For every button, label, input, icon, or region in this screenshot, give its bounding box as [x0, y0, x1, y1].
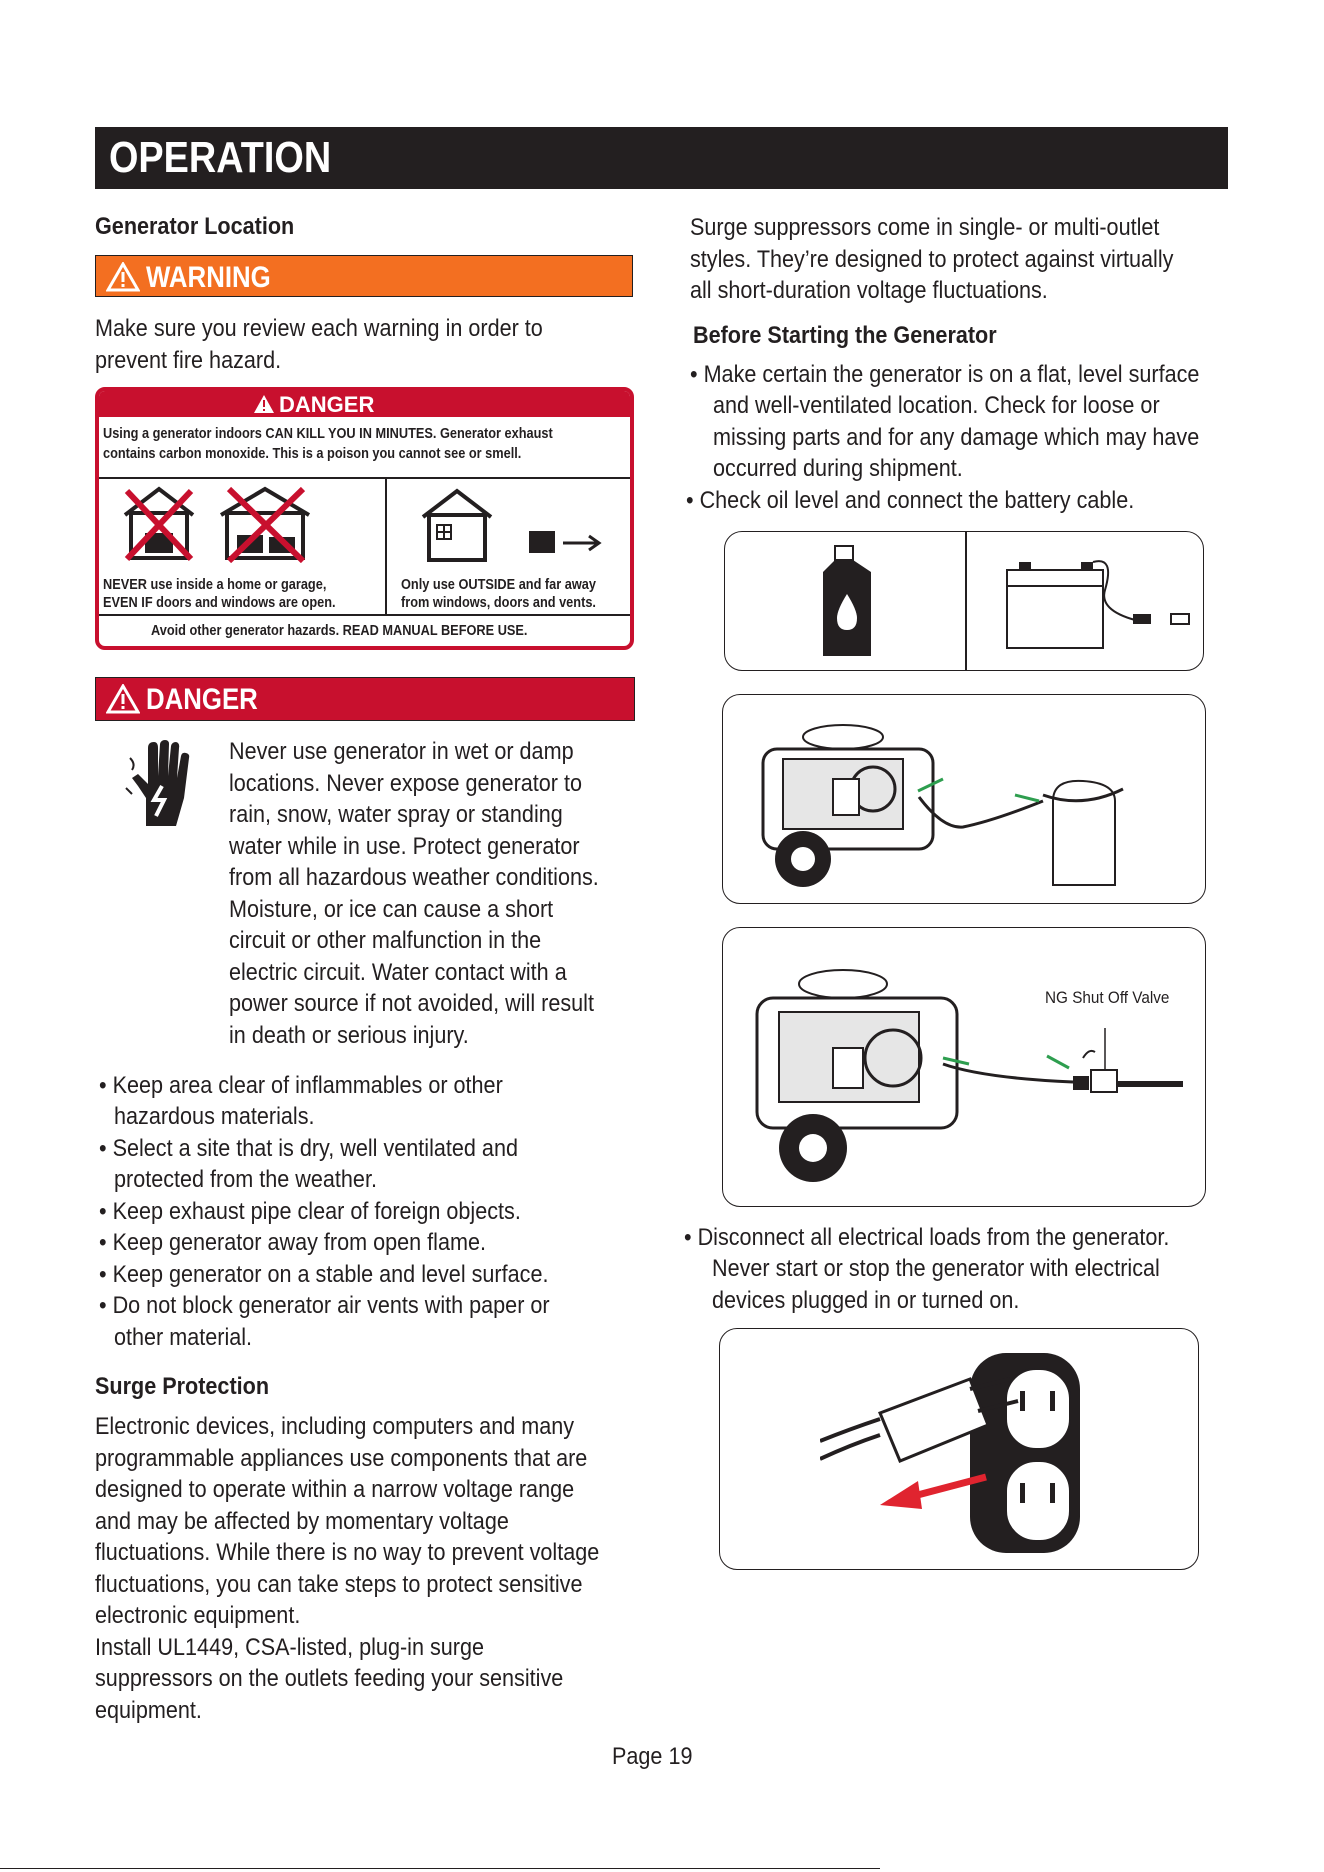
danger-sticker-footer: Avoid other generator hazards. READ MANUAL BEFORE USE.	[151, 623, 528, 639]
list-item: • Keep exhaust pipe clear of foreign objects.	[99, 1198, 521, 1225]
natural-gas-hookup-figure	[722, 927, 1206, 1207]
generator-location-heading: Generator Location	[95, 213, 295, 240]
danger-label: DANGER	[146, 683, 258, 716]
garage-crossed-icon	[217, 483, 313, 563]
house-outside-icon	[417, 485, 617, 565]
danger-sticker-line1: Using a generator indoors CAN KILL YOU IN MINUTES. Generator exhaust	[103, 426, 553, 442]
list-item-cont: occurred during shipment.	[713, 455, 963, 482]
danger-sticker-line2: contains carbon monoxide. This is a poison you cannot see or smell.	[103, 446, 522, 462]
danger-sticker-title: DANGER	[279, 392, 375, 417]
list-item-cont: devices plugged in or turned on.	[712, 1287, 1020, 1314]
never-inside-line2: EVEN IF doors and windows are open.	[103, 595, 336, 611]
bottom-rule	[0, 1868, 880, 1869]
warning-triangle-icon	[106, 262, 140, 292]
list-item-cont: protected from the weather.	[114, 1166, 377, 1193]
warning-triangle-icon	[106, 684, 140, 714]
surge-protection-text: Electronic devices, including computers and many programmable appliances use components that are designed to operate within a narrow voltage range and may be affected by momentary voltage fluctuations. While there is no way to prevent voltage fluctuations, you can take steps to protect sensitive electronic equipment. Install UL1449, CSA-listed, plug-in surge suppressors on the outlets feeding your sensitive equipment.	[95, 1413, 600, 1724]
danger-bar	[95, 677, 635, 721]
page-number: Page 19	[612, 1743, 693, 1770]
danger-text: Never use generator in wet or damp locations. Never expose generator to rain, snow, water spray or standing water while in use. Protect generator from all hazardous weather conditions. Moisture, or ice can cause a short circuit or other malfunction in the electric circuit. Water contact with a power source if not avoided, will result in death or serious injury.	[229, 738, 599, 1049]
generator-ng-illustration	[743, 948, 1193, 1198]
surge-protection-heading: Surge Protection	[95, 1373, 270, 1400]
danger-sticker-header	[99, 391, 630, 417]
electric-shock-hand-icon	[124, 738, 194, 830]
list-item-cont: missing parts and for any damage which may have	[713, 424, 1200, 451]
warning-bar	[95, 255, 633, 297]
warning-label: WARNING	[146, 261, 271, 294]
list-item: • Keep generator on a stable and level surface.	[99, 1261, 549, 1288]
never-inside-line1: NEVER use inside a home or garage,	[103, 577, 327, 593]
before-starting-heading: Before Starting the Generator	[693, 322, 997, 349]
plug-outlet-illustration	[820, 1349, 1120, 1559]
propane-hookup-figure	[722, 694, 1206, 904]
ng-shut-off-valve-label: NG Shut Off Valve	[1045, 988, 1170, 1007]
generator-propane-illustration	[743, 709, 1183, 899]
section-title: OPERATION	[109, 133, 332, 182]
danger-triangle-icon	[253, 394, 275, 414]
warning-text: Make sure you review each warning in order to prevent fire hazard.	[95, 315, 543, 374]
list-item-cont: Never start or stop the generator with electrical	[712, 1255, 1160, 1282]
list-item: • Do not block generator air vents with paper or	[99, 1292, 550, 1319]
oil-battery-figure	[724, 531, 1204, 671]
oil-bottle-icon	[813, 544, 883, 662]
list-item-cont: and well-ventilated location. Check for loose or	[713, 392, 1160, 419]
only-outside-line1: Only use OUTSIDE and far away	[401, 577, 597, 593]
list-item: • Check oil level and connect the battery cable.	[686, 487, 1135, 514]
list-item: • Make certain the generator is on a flat, level surface	[690, 361, 1200, 388]
list-item: • Select a site that is dry, well ventilated and	[99, 1135, 518, 1162]
list-item: • Keep area clear of inflammables or other	[99, 1072, 503, 1099]
house-crossed-icon	[119, 483, 199, 563]
list-item: • Disconnect all electrical loads from the generator.	[684, 1224, 1170, 1251]
list-item-cont: hazardous materials.	[114, 1103, 315, 1130]
battery-cable-icon	[1005, 550, 1195, 650]
list-item-cont: other material.	[114, 1324, 253, 1351]
section-header	[95, 127, 1228, 189]
surge-continued-text: Surge suppressors come in single- or multi-outlet styles. They’re designed to protect against virtually all short-duration voltage fluctuations.	[690, 214, 1174, 304]
list-item: • Keep generator away from open flame.	[99, 1229, 486, 1256]
only-outside-line2: from windows, doors and vents.	[401, 595, 596, 611]
unplug-figure	[719, 1328, 1199, 1570]
danger-sticker	[95, 387, 634, 650]
